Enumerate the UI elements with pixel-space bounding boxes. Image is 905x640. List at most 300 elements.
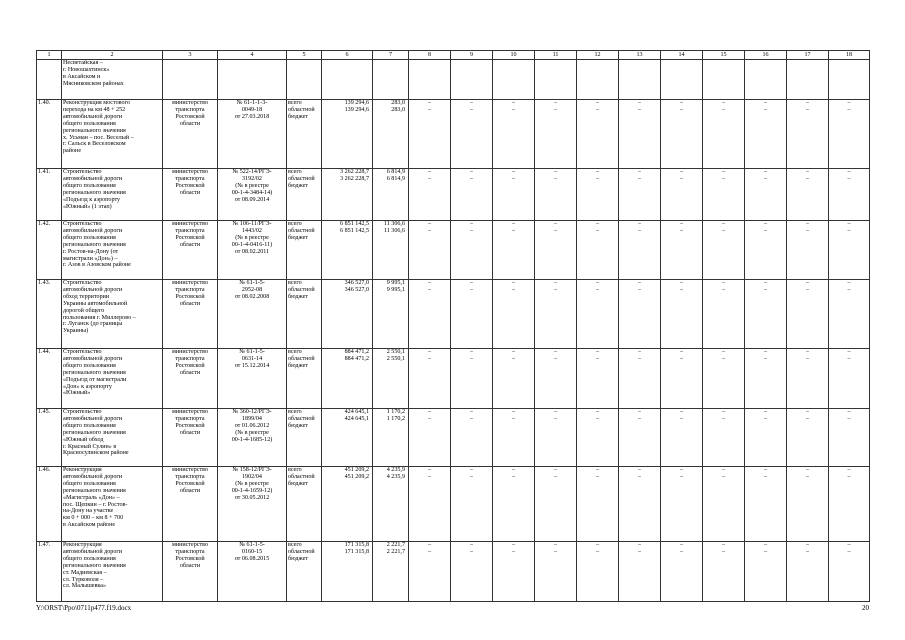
dash-value: – bbox=[721, 542, 726, 548]
dash-value: – bbox=[637, 169, 642, 175]
dash-value: – bbox=[847, 227, 851, 234]
column-18-cell bbox=[829, 542, 870, 602]
column-13-cell bbox=[619, 467, 661, 542]
column-14-cell bbox=[661, 542, 703, 602]
dash-value: – bbox=[469, 100, 474, 106]
dash-value: – bbox=[763, 100, 768, 106]
column-6-value-cell: 346 527,0 346 527,0 bbox=[322, 280, 373, 349]
column-8-cell bbox=[409, 409, 451, 467]
dash-value: – bbox=[511, 542, 516, 548]
object-name-cell: Строительство автомобильной дороги общего пользования регионального значения «Подъезд к аэропорту «Южный» (1 этап) bbox=[62, 169, 163, 221]
dash-value: – bbox=[511, 349, 516, 355]
column-8-cell bbox=[409, 349, 451, 409]
column-10-cell bbox=[493, 100, 535, 169]
dash-value: – bbox=[805, 473, 810, 480]
dash-value: – bbox=[511, 169, 516, 175]
column-18-cell bbox=[829, 221, 870, 280]
column-15-cell bbox=[703, 409, 745, 467]
dash-value: – bbox=[595, 349, 600, 355]
dash-value: – bbox=[511, 280, 516, 286]
column-13-cell bbox=[619, 349, 661, 409]
organization-cell: министерство транспорта Ростовской области bbox=[163, 349, 218, 409]
dash-value: – bbox=[763, 355, 768, 362]
dash-value: – bbox=[805, 548, 810, 555]
dash-value: – bbox=[805, 106, 810, 113]
continuation-row bbox=[37, 60, 870, 100]
continuation-name-cell: Несветайская – г. Новошахтинск» в Аксайском и Мясниковском районах bbox=[62, 60, 163, 100]
dash-value: – bbox=[847, 100, 851, 106]
dash-value: – bbox=[469, 175, 474, 182]
funding-source-cell: всего областной бюджет bbox=[287, 467, 322, 542]
column-6-value-cell: 424 645,1 424 645,1 bbox=[322, 409, 373, 467]
dash-value: – bbox=[427, 280, 432, 286]
dash-value: – bbox=[847, 175, 851, 182]
organization-cell: министерство транспорта Ростовской области bbox=[163, 542, 218, 602]
dash-value: – bbox=[553, 169, 558, 175]
column-11-cell bbox=[535, 280, 577, 349]
column-15-cell bbox=[703, 221, 745, 280]
dash-value: – bbox=[679, 227, 684, 234]
dash-value: – bbox=[847, 169, 851, 175]
dash-value: – bbox=[637, 349, 642, 355]
funding-source-cell: всего областной бюджет bbox=[287, 280, 322, 349]
dash-value: – bbox=[469, 473, 474, 480]
dash-value: – bbox=[595, 286, 600, 293]
object-name-cell: Реконструкция автомобильной дороги общего пользования регионального значения «Магистраль «Дон» – пос. Щепкин – г. Ростов- на-Дону на участке км 0 + 000 – км 8 + 700 в Аксайском районе bbox=[62, 467, 163, 542]
dash-value: – bbox=[427, 542, 432, 548]
empty-cell bbox=[218, 60, 287, 100]
footer-page-number: 20 bbox=[862, 604, 869, 612]
dash-value: – bbox=[679, 542, 684, 548]
dash-value: – bbox=[637, 409, 642, 415]
column-16-cell bbox=[745, 409, 787, 467]
dash-value: – bbox=[511, 286, 516, 293]
column-14-cell bbox=[661, 221, 703, 280]
dash-value: – bbox=[553, 415, 558, 422]
row-number-cell: 1.43. bbox=[37, 280, 62, 349]
column-14-cell bbox=[661, 349, 703, 409]
column-number-header: 10 bbox=[493, 51, 535, 60]
dash-value: – bbox=[595, 280, 600, 286]
column-13-cell bbox=[619, 542, 661, 602]
funding-source-cell: всего областной бюджет bbox=[287, 169, 322, 221]
dash-value: – bbox=[763, 467, 768, 473]
dash-value: – bbox=[553, 286, 558, 293]
column-6-value-cell: 451 209,2 451 209,2 bbox=[322, 467, 373, 542]
table-row bbox=[37, 221, 870, 280]
row-number-cell: 1.47. bbox=[37, 542, 62, 602]
dash-value: – bbox=[763, 542, 768, 548]
document-number-cell: № 61-1-5- 2952-08 от 08.02.2008 bbox=[218, 280, 287, 349]
organization-cell: министерство транспорта Ростовской области bbox=[163, 221, 218, 280]
column-8-cell bbox=[409, 169, 451, 221]
dash-value: – bbox=[427, 221, 432, 227]
dash-value: – bbox=[511, 415, 516, 422]
dash-value: – bbox=[763, 409, 768, 415]
dash-value: – bbox=[847, 473, 851, 480]
document-number-cell: № 522-14/РГЭ- 3192/02 (№ в реестре 00-1-4-3484-14) от 08.09.2014 bbox=[218, 169, 287, 221]
column-17-cell bbox=[787, 100, 829, 169]
dash-value: – bbox=[763, 106, 768, 113]
dash-value: – bbox=[679, 349, 684, 355]
column-16-cell bbox=[745, 169, 787, 221]
column-6-value-cell: 139 294,6 139 294,6 bbox=[322, 100, 373, 169]
dash-value: – bbox=[847, 409, 851, 415]
dash-value: – bbox=[721, 280, 726, 286]
dash-value: – bbox=[637, 542, 642, 548]
column-number-header: 5 bbox=[287, 51, 322, 60]
column-17-cell bbox=[787, 542, 829, 602]
dash-value: – bbox=[763, 227, 768, 234]
document-number-cell: № 158-12/РГЭ- 1902/04 (№ в реестре 00-1-4-1659-12) от 30.05.2012 bbox=[218, 467, 287, 542]
dash-value: – bbox=[679, 175, 684, 182]
dash-value: – bbox=[427, 409, 432, 415]
dash-value: – bbox=[637, 227, 642, 234]
funding-source-cell: всего областной бюджет bbox=[287, 409, 322, 467]
dash-value: – bbox=[679, 169, 684, 175]
column-number-header: 13 bbox=[619, 51, 661, 60]
dash-value: – bbox=[553, 175, 558, 182]
dash-value: – bbox=[511, 467, 516, 473]
dash-value: – bbox=[847, 415, 851, 422]
column-12-cell bbox=[577, 467, 619, 542]
dash-value: – bbox=[847, 106, 851, 113]
dash-value: – bbox=[679, 355, 684, 362]
row-number-cell: 1.46. bbox=[37, 467, 62, 542]
dash-value: – bbox=[553, 106, 558, 113]
column-11-cell bbox=[535, 349, 577, 409]
dash-value: – bbox=[721, 473, 726, 480]
column-17-cell bbox=[787, 280, 829, 349]
row-number-cell: 1.42. bbox=[37, 221, 62, 280]
dash-value: – bbox=[427, 548, 432, 555]
column-15-cell bbox=[703, 542, 745, 602]
dash-value: – bbox=[553, 473, 558, 480]
dash-value: – bbox=[679, 548, 684, 555]
dash-value: – bbox=[553, 280, 558, 286]
column-13-cell bbox=[619, 409, 661, 467]
column-12-cell bbox=[577, 280, 619, 349]
document-number-cell: № 106-11/РГЭ- 1443/02 (№ в реестре 00-1-4-0416-11) от 08.02.2011 bbox=[218, 221, 287, 280]
footer-file-path: Y:\ORST\Ppo\0711p477.f19.docx bbox=[36, 604, 132, 612]
dash-value: – bbox=[595, 473, 600, 480]
dash-value: – bbox=[469, 280, 474, 286]
dash-value: – bbox=[595, 221, 600, 227]
column-12-cell bbox=[577, 409, 619, 467]
dash-value: – bbox=[847, 548, 851, 555]
column-14-cell bbox=[661, 409, 703, 467]
column-6-value-cell: 884 471,2 884 471,2 bbox=[322, 349, 373, 409]
column-10-cell bbox=[493, 467, 535, 542]
column-15-cell bbox=[703, 467, 745, 542]
column-11-cell bbox=[535, 221, 577, 280]
organization-cell: министерство транспорта Ростовской области bbox=[163, 169, 218, 221]
empty-cell bbox=[619, 60, 661, 100]
dash-value: – bbox=[553, 349, 558, 355]
column-16-cell bbox=[745, 100, 787, 169]
column-18-cell bbox=[829, 349, 870, 409]
column-9-cell bbox=[451, 542, 493, 602]
dash-value: – bbox=[763, 175, 768, 182]
object-name-cell: Реконструкция мостового перехода на км 48 + 252 автомобильной дороги общего пользования регионального значения х. Усьман – пос. Веселый – г. Сальск в Веселовском районе bbox=[62, 100, 163, 169]
column-18-cell bbox=[829, 467, 870, 542]
dash-value: – bbox=[427, 349, 432, 355]
dash-value: – bbox=[721, 349, 726, 355]
dash-value: – bbox=[679, 286, 684, 293]
column-9-cell bbox=[451, 169, 493, 221]
dash-value: – bbox=[679, 467, 684, 473]
dash-value: – bbox=[637, 548, 642, 555]
column-number-header: 11 bbox=[535, 51, 577, 60]
object-name-cell: Строительство автомобильной дороги общего пользования регионального значения «Южный обход г. Красный Сулин» в Красносулинском районе bbox=[62, 409, 163, 467]
dash-value: – bbox=[595, 467, 600, 473]
column-7-value-cell: 283,0 283,0 bbox=[373, 100, 409, 169]
column-16-cell bbox=[745, 280, 787, 349]
dash-value: – bbox=[637, 415, 642, 422]
object-name-cell: Строительство автомобильной дороги обход территории Украины автомобильной дорогой общего пользования г. Миллерово – г. Луганск (до границы Украины) bbox=[62, 280, 163, 349]
empty-cell bbox=[661, 60, 703, 100]
dash-value: – bbox=[805, 100, 810, 106]
dash-value: – bbox=[805, 169, 810, 175]
dash-value: – bbox=[721, 106, 726, 113]
dash-value: – bbox=[553, 548, 558, 555]
dash-value: – bbox=[847, 467, 851, 473]
dash-value: – bbox=[721, 227, 726, 234]
empty-cell bbox=[373, 60, 409, 100]
dash-value: – bbox=[721, 548, 726, 555]
dash-value: – bbox=[427, 286, 432, 293]
column-8-cell bbox=[409, 221, 451, 280]
dash-value: – bbox=[469, 409, 474, 415]
empty-cell bbox=[409, 60, 451, 100]
dash-value: – bbox=[721, 467, 726, 473]
object-name-cell: Реконструкция автомобильной дороги общего пользования регионального значения ст. Мадиевская – сл. Турковоля – сл. Малышевка» bbox=[62, 542, 163, 602]
column-8-cell bbox=[409, 100, 451, 169]
dash-value: – bbox=[847, 280, 851, 286]
empty-cell bbox=[493, 60, 535, 100]
dash-value: – bbox=[595, 106, 600, 113]
column-14-cell bbox=[661, 280, 703, 349]
dash-value: – bbox=[469, 548, 474, 555]
dash-value: – bbox=[847, 355, 851, 362]
dash-value: – bbox=[511, 473, 516, 480]
dash-value: – bbox=[469, 415, 474, 422]
dash-value: – bbox=[721, 409, 726, 415]
column-8-cell bbox=[409, 542, 451, 602]
dash-value: – bbox=[637, 286, 642, 293]
dash-value: – bbox=[805, 415, 810, 422]
column-17-cell bbox=[787, 349, 829, 409]
dash-value: – bbox=[553, 542, 558, 548]
dash-value: – bbox=[595, 175, 600, 182]
column-number-header: 9 bbox=[451, 51, 493, 60]
table-row bbox=[37, 467, 870, 542]
column-number-header: 6 bbox=[322, 51, 373, 60]
column-10-cell bbox=[493, 542, 535, 602]
column-12-cell bbox=[577, 221, 619, 280]
column-9-cell bbox=[451, 467, 493, 542]
column-14-cell bbox=[661, 169, 703, 221]
dash-value: – bbox=[469, 227, 474, 234]
table-row bbox=[37, 100, 870, 169]
empty-cell bbox=[163, 60, 218, 100]
column-18-cell bbox=[829, 280, 870, 349]
row-number-cell: 1.40. bbox=[37, 100, 62, 169]
column-11-cell bbox=[535, 467, 577, 542]
dash-value: – bbox=[511, 355, 516, 362]
data-table bbox=[36, 50, 870, 602]
column-number-header: 16 bbox=[745, 51, 787, 60]
funding-source-cell: всего областной бюджет bbox=[287, 221, 322, 280]
column-number-header: 14 bbox=[661, 51, 703, 60]
dash-value: – bbox=[763, 548, 768, 555]
dash-value: – bbox=[511, 100, 516, 106]
dash-value: – bbox=[469, 221, 474, 227]
dash-value: – bbox=[595, 415, 600, 422]
dash-value: – bbox=[763, 221, 768, 227]
dash-value: – bbox=[721, 221, 726, 227]
dash-value: – bbox=[469, 542, 474, 548]
dash-value: – bbox=[763, 415, 768, 422]
dash-value: – bbox=[427, 175, 432, 182]
dash-value: – bbox=[679, 473, 684, 480]
table-row bbox=[37, 542, 870, 602]
dash-value: – bbox=[721, 175, 726, 182]
column-7-value-cell: 2 221,7 2 221,7 bbox=[373, 542, 409, 602]
dash-value: – bbox=[763, 349, 768, 355]
column-10-cell bbox=[493, 169, 535, 221]
dash-value: – bbox=[679, 100, 684, 106]
dash-value: – bbox=[637, 106, 642, 113]
dash-value: – bbox=[427, 169, 432, 175]
dash-value: – bbox=[763, 286, 768, 293]
dash-value: – bbox=[469, 169, 474, 175]
dash-value: – bbox=[595, 227, 600, 234]
dash-value: – bbox=[427, 355, 432, 362]
dash-value: – bbox=[427, 100, 432, 106]
dash-value: – bbox=[469, 467, 474, 473]
dash-value: – bbox=[595, 100, 600, 106]
dash-value: – bbox=[847, 542, 851, 548]
dash-value: – bbox=[763, 169, 768, 175]
dash-value: – bbox=[721, 286, 726, 293]
column-12-cell bbox=[577, 100, 619, 169]
dash-value: – bbox=[763, 473, 768, 480]
column-13-cell bbox=[619, 280, 661, 349]
column-9-cell bbox=[451, 409, 493, 467]
document-number-cell: № 360-12/РГЭ- 1899/04 от 01.06.2012 (№ в реестре 00-1-4-1685-12) bbox=[218, 409, 287, 467]
column-number-header: 7 bbox=[373, 51, 409, 60]
dash-value: – bbox=[637, 467, 642, 473]
column-12-cell bbox=[577, 349, 619, 409]
table-row bbox=[37, 349, 870, 409]
empty-cell bbox=[787, 60, 829, 100]
dash-value: – bbox=[805, 409, 810, 415]
funding-source-cell: всего областной бюджет bbox=[287, 542, 322, 602]
column-16-cell bbox=[745, 349, 787, 409]
column-18-cell bbox=[829, 169, 870, 221]
column-9-cell bbox=[451, 349, 493, 409]
document-number-cell: № 61-1-5- 0160-15 от 06.08.2015 bbox=[218, 542, 287, 602]
dash-value: – bbox=[553, 355, 558, 362]
column-14-cell bbox=[661, 100, 703, 169]
column-15-cell bbox=[703, 100, 745, 169]
column-7-value-cell: 1 170,2 1 170,2 bbox=[373, 409, 409, 467]
table-row bbox=[37, 280, 870, 349]
funding-source-cell: всего областной бюджет bbox=[287, 100, 322, 169]
column-11-cell bbox=[535, 169, 577, 221]
empty-cell bbox=[829, 60, 870, 100]
row-number-cell: 1.45. bbox=[37, 409, 62, 467]
dash-value: – bbox=[805, 542, 810, 548]
dash-value: – bbox=[469, 355, 474, 362]
column-number-header: 12 bbox=[577, 51, 619, 60]
column-9-cell bbox=[451, 100, 493, 169]
column-6-value-cell: 6 851 142,5 6 851 142,5 bbox=[322, 221, 373, 280]
dash-value: – bbox=[847, 286, 851, 293]
dash-value: – bbox=[595, 409, 600, 415]
dash-value: – bbox=[805, 175, 810, 182]
column-9-cell bbox=[451, 280, 493, 349]
dash-value: – bbox=[511, 548, 516, 555]
column-number-header: 1 bbox=[37, 51, 62, 60]
dash-value: – bbox=[679, 415, 684, 422]
column-8-cell bbox=[409, 280, 451, 349]
dash-value: – bbox=[553, 409, 558, 415]
dash-value: – bbox=[511, 409, 516, 415]
dash-value: – bbox=[805, 467, 810, 473]
dash-value: – bbox=[511, 106, 516, 113]
dash-value: – bbox=[595, 355, 600, 362]
dash-value: – bbox=[553, 221, 558, 227]
organization-cell: министерство транспорта Ростовской области bbox=[163, 280, 218, 349]
dash-value: – bbox=[427, 473, 432, 480]
column-7-value-cell: 6 814,9 6 814,9 bbox=[373, 169, 409, 221]
dash-value: – bbox=[469, 286, 474, 293]
object-name-cell: Строительство автомобильной дороги общего пользования регионального значения г. Ростов-на-Дону (от магистрали «Дон») – г. Азов в Азовском районе bbox=[62, 221, 163, 280]
dash-value: – bbox=[721, 100, 726, 106]
dash-value: – bbox=[847, 349, 851, 355]
dash-value: – bbox=[637, 473, 642, 480]
dash-value: – bbox=[637, 280, 642, 286]
column-7-value-cell: 2 550,1 2 550,1 bbox=[373, 349, 409, 409]
dash-value: – bbox=[511, 227, 516, 234]
dash-value: – bbox=[427, 467, 432, 473]
dash-value: – bbox=[763, 280, 768, 286]
empty-cell bbox=[577, 60, 619, 100]
dash-value: – bbox=[637, 355, 642, 362]
column-7-value-cell: 11 306,6 11 306,6 bbox=[373, 221, 409, 280]
column-15-cell bbox=[703, 169, 745, 221]
dash-value: – bbox=[805, 227, 810, 234]
document-number-cell: № 61-1-1-3- 0049-18 от 27.03.2018 bbox=[218, 100, 287, 169]
dash-value: – bbox=[637, 100, 642, 106]
column-15-cell bbox=[703, 280, 745, 349]
row-number-cell: 1.44. bbox=[37, 349, 62, 409]
column-18-cell bbox=[829, 409, 870, 467]
column-11-cell bbox=[535, 409, 577, 467]
dash-value: – bbox=[595, 542, 600, 548]
column-9-cell bbox=[451, 221, 493, 280]
dash-value: – bbox=[721, 415, 726, 422]
dash-value: – bbox=[637, 175, 642, 182]
dash-value: – bbox=[805, 349, 810, 355]
dash-value: – bbox=[553, 100, 558, 106]
dash-value: – bbox=[511, 175, 516, 182]
column-13-cell bbox=[619, 221, 661, 280]
document-number-cell: № 61-1-5- 0631-14 от 15.12.2014 bbox=[218, 349, 287, 409]
column-number-header: 3 bbox=[163, 51, 218, 60]
